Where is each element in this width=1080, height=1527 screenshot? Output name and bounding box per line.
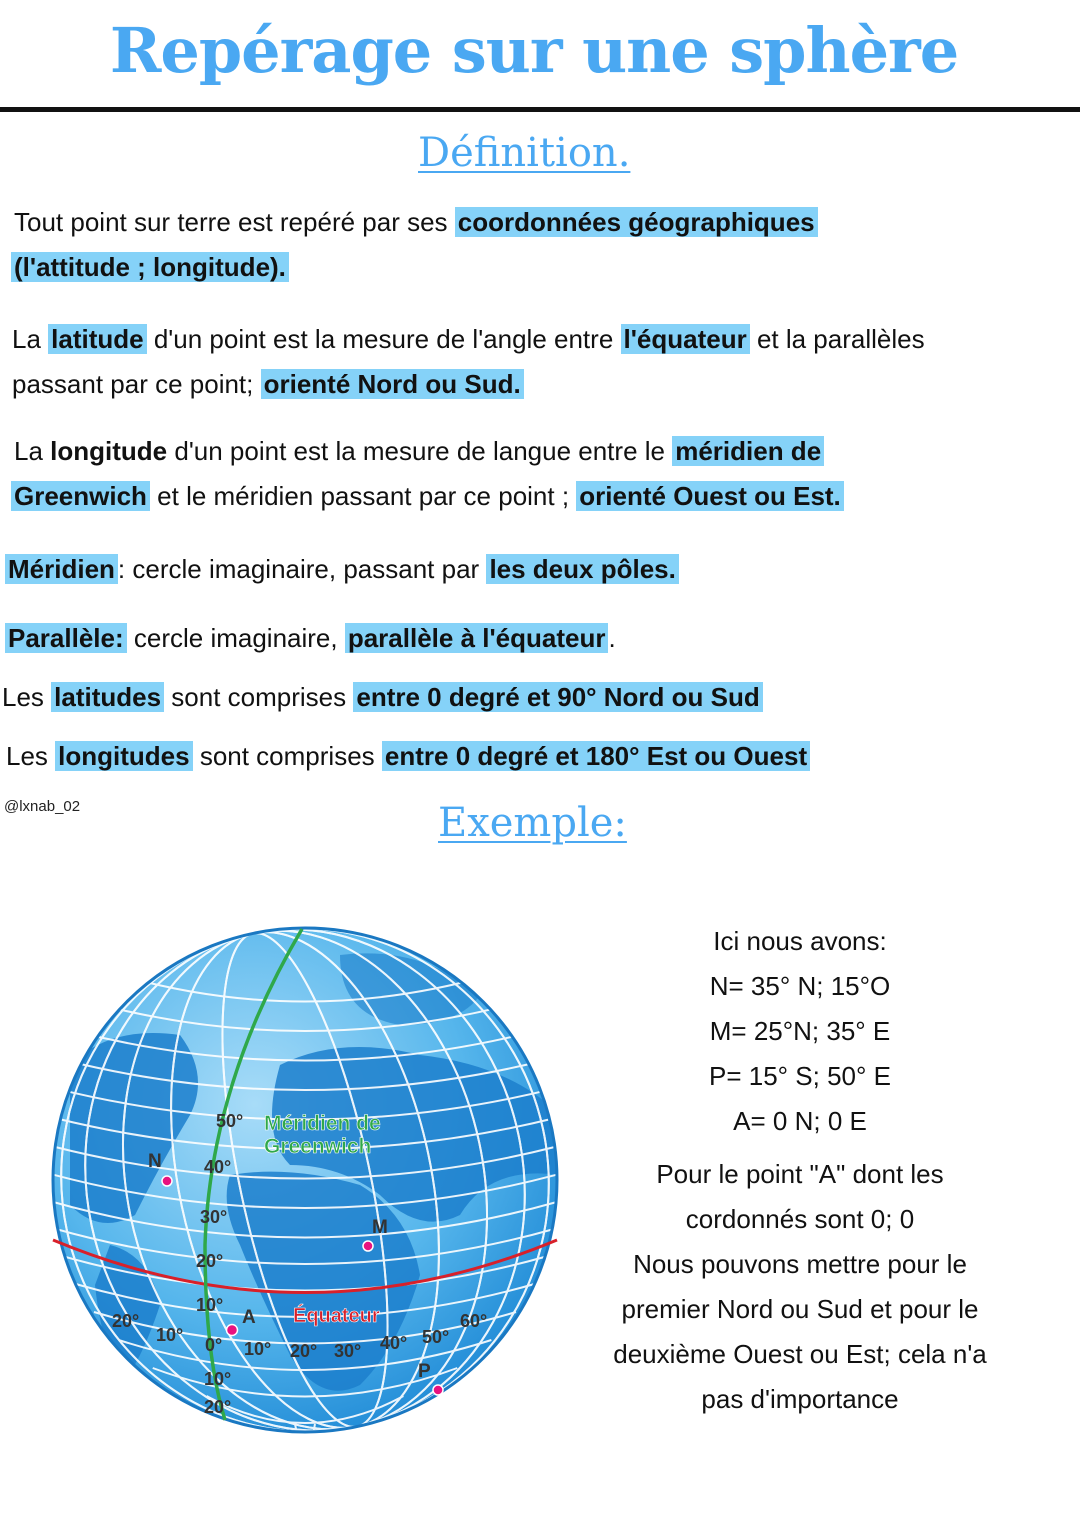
globe-illustration xyxy=(40,915,570,1445)
lon-label-40: 40° xyxy=(380,1333,408,1353)
highlight-west-east: orienté Ouest ou Est. xyxy=(576,481,844,511)
longitude-def-line-1 xyxy=(14,434,824,468)
example-intro: Ici nous avons: xyxy=(713,926,887,956)
coord-m: M= 25°N; 35° E xyxy=(709,1016,891,1046)
meridian-def xyxy=(5,552,679,586)
lat-label-10: 10° xyxy=(196,1295,224,1315)
point-n-label: N xyxy=(148,1151,162,1172)
example-heading: Exemple: xyxy=(438,800,627,846)
lat-label-30: 30° xyxy=(200,1207,228,1227)
text-segment: : cercle imaginaire, passant par xyxy=(117,554,487,584)
text-segment: passant par ce point; xyxy=(12,369,261,399)
highlight-equator: l'équateur xyxy=(621,324,750,354)
bold-longitude: longitude xyxy=(50,436,168,466)
point-p-marker xyxy=(433,1385,443,1395)
coord-n: N= 35° N; 15°O xyxy=(709,971,891,1001)
lat-label-40: 40° xyxy=(204,1157,232,1177)
highlight-lat-range: entre 0 degré et 90° Nord ou Sud xyxy=(353,682,762,712)
title-divider xyxy=(0,107,1080,112)
latitudes-range xyxy=(2,680,763,714)
text-segment: Les xyxy=(6,741,56,771)
highlight-meridian-of: méridien de xyxy=(672,436,824,466)
definition-line-2 xyxy=(11,250,289,284)
equator-label: Équateur xyxy=(293,1305,380,1327)
meridian-label-2: Greenwich xyxy=(264,1135,372,1158)
latitude-def-line-1 xyxy=(12,322,925,356)
point-m-marker xyxy=(363,1241,373,1251)
text-segment: Les xyxy=(2,682,52,712)
text-segment: sont comprises xyxy=(164,682,354,712)
highlight-parallel: Parallèle: xyxy=(5,623,127,653)
text-segment: . xyxy=(608,623,616,653)
longitudes-range xyxy=(6,739,810,773)
definition-line-1 xyxy=(14,205,818,239)
highlight-latitude: latitude xyxy=(48,324,146,354)
highlight-geo-coordinates: coordonnées géographiques xyxy=(455,207,818,237)
point-m-label: M xyxy=(372,1217,388,1238)
coord-a: A= 0 N; 0 E xyxy=(733,1106,867,1136)
note-line: Pour le point "A" dont les xyxy=(656,1159,944,1189)
lat-label-south-10: 10° xyxy=(204,1369,232,1389)
highlight-longitudes: longitudes xyxy=(55,741,192,771)
lat-label-20: 20° xyxy=(196,1251,224,1271)
note-line: pas d'importance xyxy=(701,1384,899,1414)
text-segment: d'un point est la mesure de langue entre le xyxy=(167,436,673,466)
highlight-meridian: Méridien xyxy=(5,554,118,584)
meridian-label-1: Méridien de xyxy=(264,1112,381,1135)
lon-label-20: 20° xyxy=(290,1341,318,1361)
point-p-label: P xyxy=(418,1361,431,1382)
note-line: cordonnés sont 0; 0 xyxy=(685,1204,915,1234)
highlight-parallel-equator: parallèle à l'équateur xyxy=(345,623,609,653)
highlight-greenwich: Greenwich xyxy=(11,481,150,511)
lon-label-10: 10° xyxy=(244,1339,272,1359)
highlight-two-poles: les deux pôles. xyxy=(486,554,678,584)
example-coordinates xyxy=(570,919,1030,1144)
lon-label-50: 50° xyxy=(422,1327,450,1347)
text-segment: et le méridien passant par ce point ; xyxy=(149,481,577,511)
page-title: Repérage sur une sphère xyxy=(109,14,959,87)
highlight-long-range: entre 0 degré et 180° Est ou Ouest xyxy=(382,741,810,771)
highlight-latitudes: latitudes xyxy=(51,682,164,712)
note-line: Nous pouvons mettre pour le xyxy=(633,1249,967,1279)
lon-label-west-20: 20° xyxy=(112,1311,140,1331)
text-segment: Tout point sur terre est repéré par ses xyxy=(14,207,455,237)
example-note xyxy=(570,1152,1030,1422)
point-n-marker xyxy=(162,1176,172,1186)
latitude-def-line-2 xyxy=(12,367,524,401)
lon-label-60: 60° xyxy=(460,1311,488,1331)
text-segment: et la parallèles xyxy=(749,324,925,354)
lon-label-30: 30° xyxy=(334,1341,362,1361)
note-line: deuxième Ouest ou Est; cela n'a xyxy=(613,1339,987,1369)
author-handle: @lxnab_02 xyxy=(4,798,81,815)
definition-heading: Définition. xyxy=(418,130,631,176)
text-segment: La xyxy=(12,324,49,354)
point-a-label: A xyxy=(242,1307,256,1328)
longitude-def-line-2 xyxy=(11,479,844,513)
parallel-def xyxy=(5,621,616,655)
highlight-north-south: orienté Nord ou Sud. xyxy=(261,369,524,399)
text-segment: sont comprises xyxy=(192,741,382,771)
note-line: premier Nord ou Sud et pour le xyxy=(621,1294,979,1324)
point-a-marker xyxy=(227,1325,238,1336)
lon-label-west-10: 10° xyxy=(156,1325,184,1345)
lat-label-50: 50° xyxy=(216,1111,244,1131)
text-segment: cercle imaginaire, xyxy=(126,623,345,653)
lat-label-0: 0° xyxy=(205,1335,223,1355)
text-segment: d'un point est la mesure de l'angle entre xyxy=(146,324,621,354)
highlight-lat-long: (l'attitude ; longitude). xyxy=(11,252,289,282)
text-segment: La xyxy=(14,436,51,466)
coord-p: P= 15° S; 50° E xyxy=(709,1061,891,1091)
lat-label-south-20: 20° xyxy=(204,1397,232,1417)
